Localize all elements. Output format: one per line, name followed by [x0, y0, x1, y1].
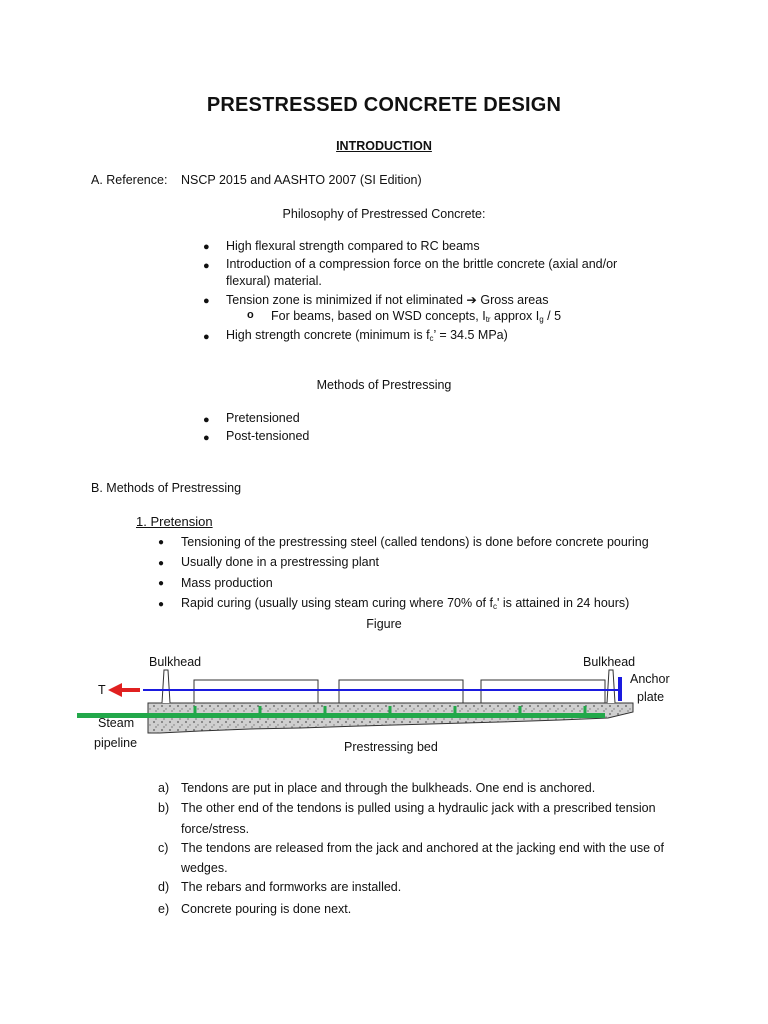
steam-label-line1: Steam: [98, 716, 135, 730]
bulkhead-left-label: Bulkhead: [149, 655, 202, 669]
method-item-2: Post-tensioned: [226, 429, 310, 443]
bullet-icon: ●: [203, 241, 210, 253]
section-b-heading: B. Methods of Prestressing: [91, 481, 242, 495]
anchor-label-line2: plate: [637, 690, 665, 704]
intro-heading-text: INTRODUCTION: [336, 139, 432, 153]
item-4-pre: Rapid curing (usually using steam curing where 70% of f: [181, 596, 493, 610]
step-marker: c): [158, 841, 169, 855]
step-marker: b): [158, 801, 170, 815]
arrow-right-icon: ➔: [466, 292, 477, 307]
bullet-icon: ●: [203, 414, 210, 426]
steam-label-line2: pipeline: [94, 736, 138, 750]
sub-item-subscript-1: tr: [485, 315, 491, 324]
item-4-pre: High strength concrete (minimum is f: [226, 328, 430, 342]
figure-label: Figure: [366, 617, 402, 631]
form-1: [194, 680, 318, 703]
page-title: PRESTRESSED CONCRETE DESIGN: [206, 94, 562, 116]
steam-pipeline: [77, 713, 605, 718]
form-2: [339, 680, 463, 703]
bullet-icon: ●: [203, 295, 210, 307]
item-4-post: ' is attained in 24 hours): [496, 596, 630, 610]
step-c-line2: wedges.: [181, 861, 228, 875]
bullet-icon: ●: [203, 331, 210, 343]
step-b-line2: force/stress.: [181, 822, 250, 836]
step-d: The rebars and formworks are installed.: [181, 880, 402, 894]
sub-item-mid: approx I: [490, 309, 540, 323]
sub-item-pre: For beams, based on WSD concepts, I: [271, 309, 486, 323]
bullet-icon: ●: [158, 599, 165, 610]
form-3: [481, 680, 605, 703]
philosophy-item-3-text: Tension zone is minimized if not eliminated: [226, 293, 463, 307]
bulkhead-right-label: Bulkhead: [583, 655, 636, 669]
pretension-item-2: Usually done in a prestressing plant: [181, 555, 380, 569]
sub-item-subscript-2: g: [539, 315, 544, 324]
pretension-title: 1. Pretension: [136, 514, 213, 529]
bullet-icon: ●: [203, 432, 210, 444]
step-marker: a): [158, 781, 170, 795]
method-item-1: Pretensioned: [226, 411, 300, 425]
methods-heading: Methods of Prestressing: [316, 378, 452, 392]
bullet-icon: ●: [158, 578, 165, 589]
philosophy-item-1: High flexural strength compared to RC beams: [226, 239, 480, 253]
item-4-post: ’ = 34.5 MPa): [433, 328, 508, 342]
item-4-subscript: c: [429, 334, 434, 343]
step-a: Tendons are put in place and through the bulkheads. One end is anchored.: [181, 781, 596, 795]
philosophy-item-2-line2: flexural) material.: [226, 274, 322, 288]
bullet-icon: ●: [158, 558, 165, 569]
step-marker: e): [158, 902, 170, 916]
pretension-item-3: Mass production: [181, 576, 273, 590]
philosophy-item-2-line1: Introduction of a compression force on the brittle concrete (axial and/or: [226, 257, 618, 271]
tension-label: T: [98, 683, 106, 697]
step-c-line1: The tendons are released from the jack and anchored at the jacking end with the use of: [181, 841, 664, 855]
bed-label: Prestressing bed: [344, 740, 438, 754]
reference-value: NSCP 2015 and AASHTO 2007 (SI Edition): [181, 173, 422, 187]
step-marker: d): [158, 880, 170, 894]
philosophy-heading: Philosophy of Prestressed Concrete:: [282, 207, 486, 221]
step-e: Concrete pouring is done next.: [181, 902, 352, 916]
bullet-icon: ●: [203, 260, 210, 272]
bullet-icon: ●: [158, 537, 165, 548]
step-b-line1: The other end of the tendons is pulled using a hydraulic jack with a prescribed tension: [181, 801, 656, 815]
reference-label: A. Reference:: [91, 173, 168, 187]
bulkhead-left: [162, 670, 170, 703]
philosophy-item-3-after: Gross areas: [480, 293, 549, 307]
pretension-item-1: Tensioning of the prestressing steel (called tendons) is done before concrete pouring: [181, 535, 649, 549]
anchor-label-line1: Anchor: [630, 672, 670, 686]
bulkhead-right: [607, 670, 615, 703]
force-arrow-icon: [108, 683, 122, 697]
item-4-subscript: c: [492, 602, 497, 611]
sub-bullet-marker: o: [247, 309, 254, 321]
sub-item-post: / 5: [543, 309, 562, 323]
anchor-plate: [618, 677, 622, 701]
